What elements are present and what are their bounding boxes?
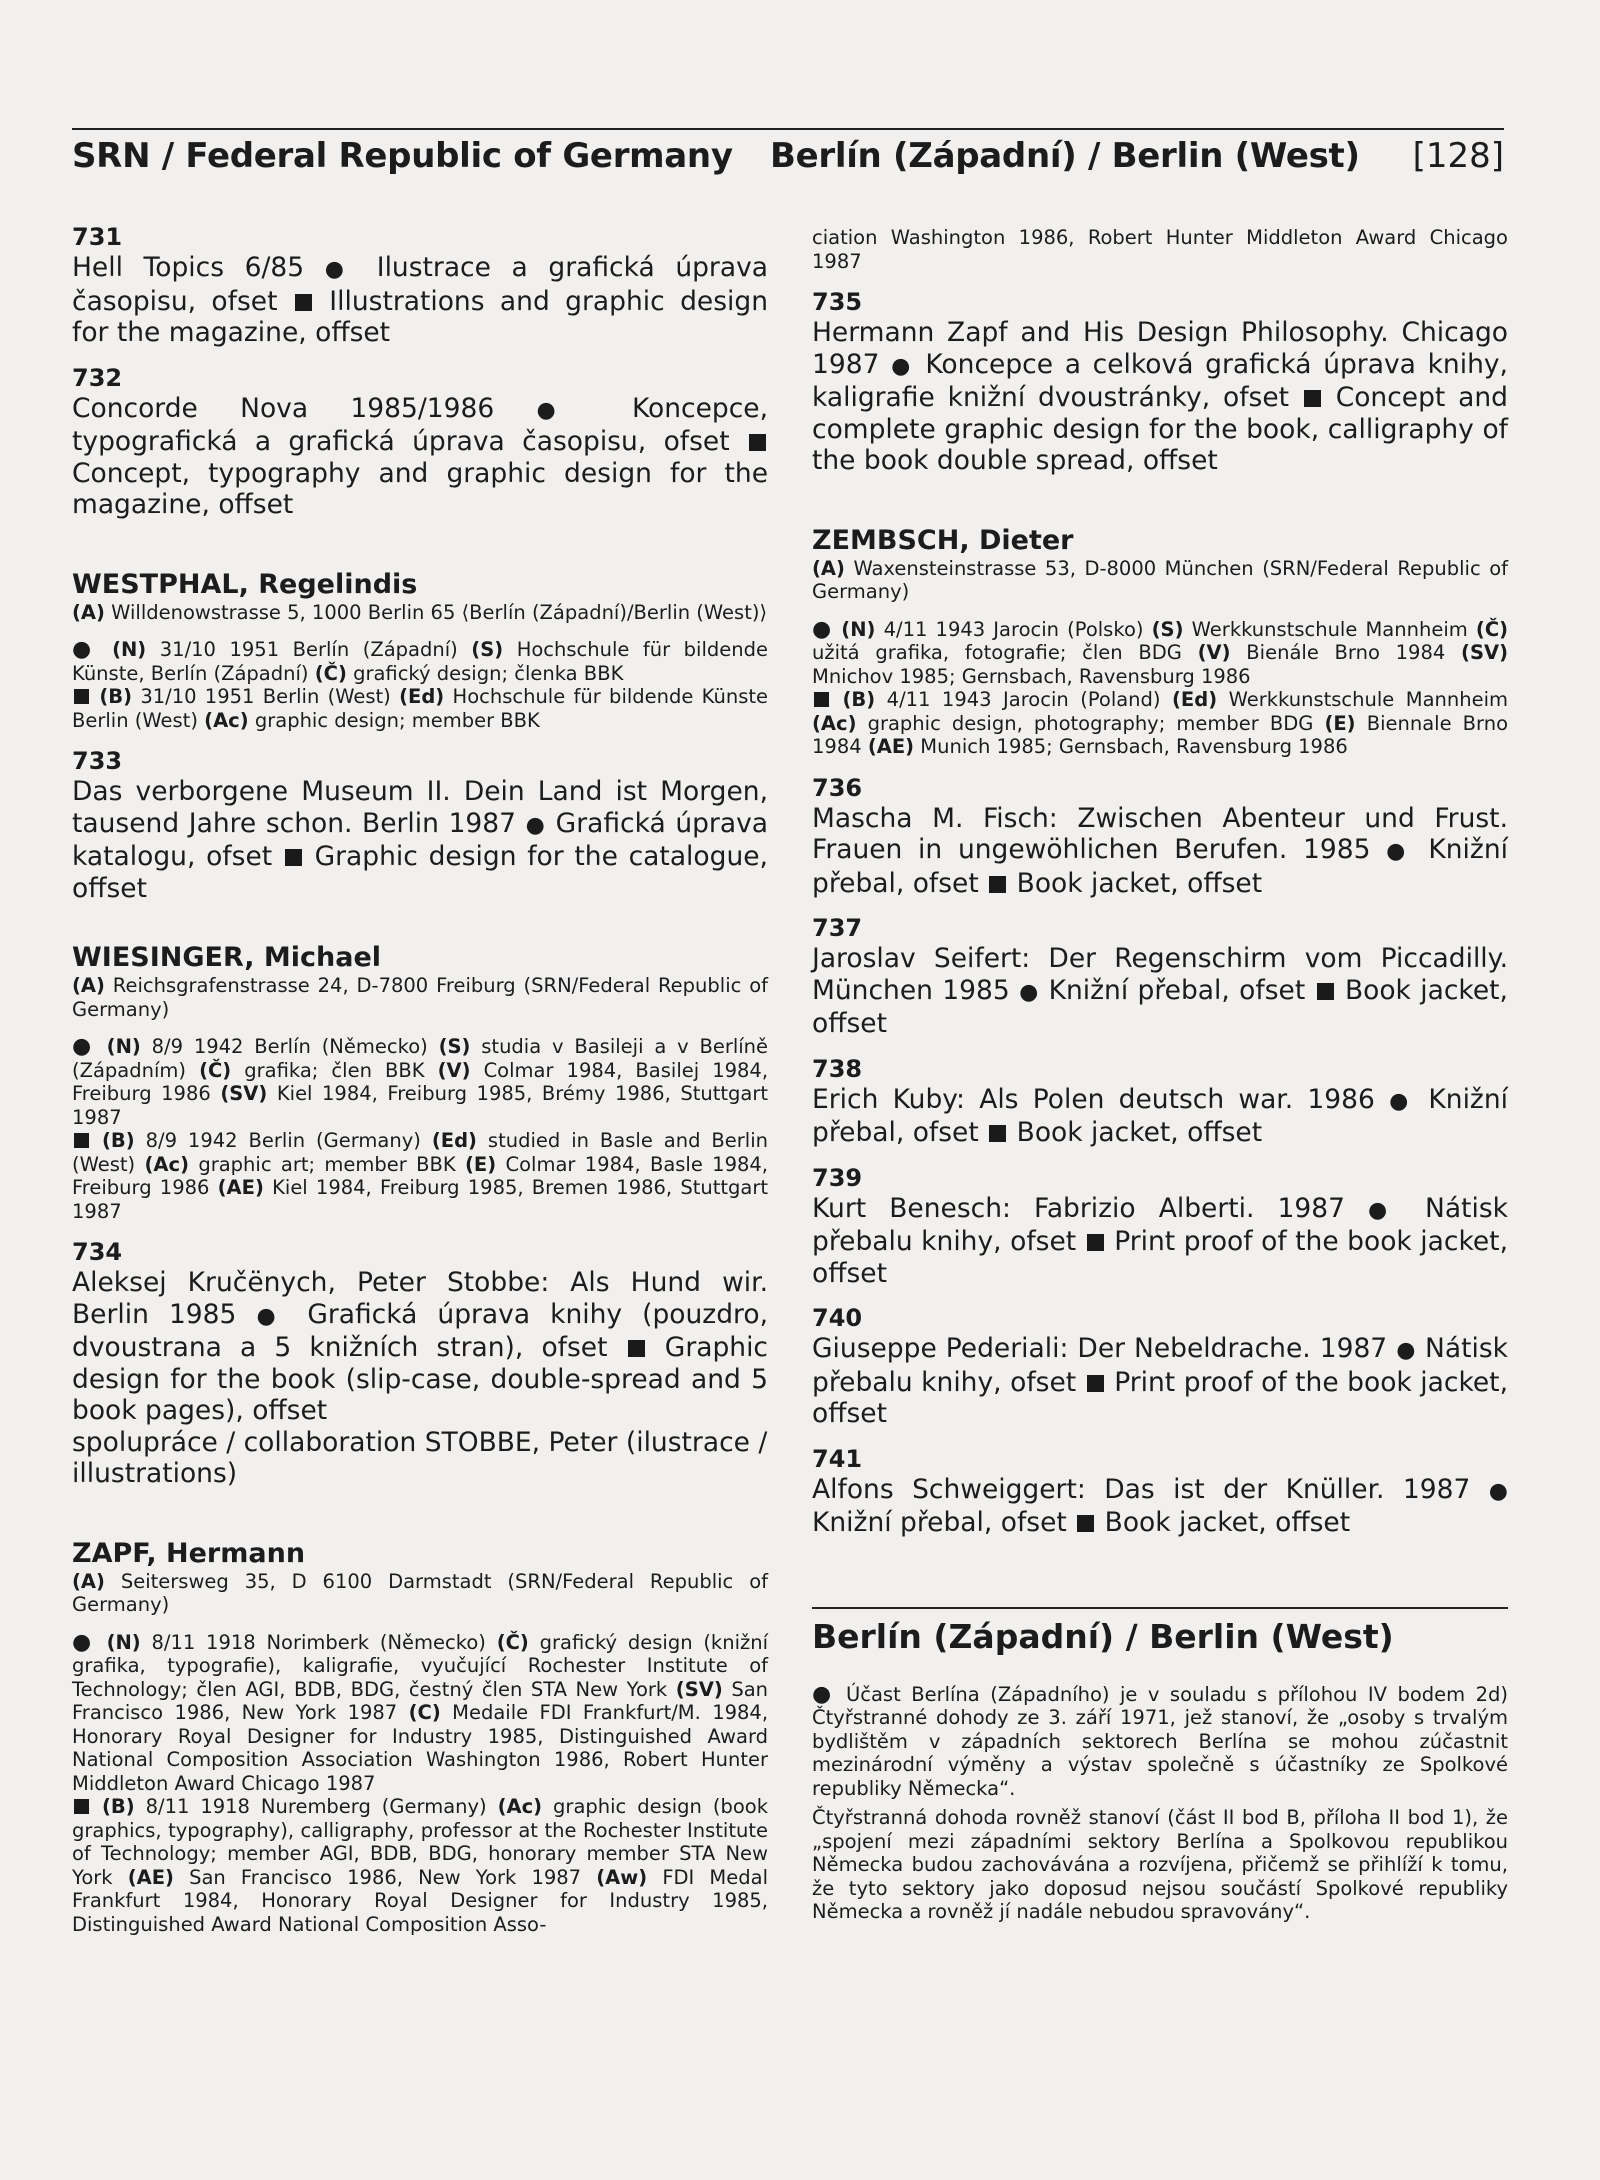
entry-title: Kurt Benesch: Fabrizio Alberti. 1987 — [812, 1192, 1345, 1224]
bullet-icon: ● — [72, 637, 99, 662]
entry-734 — [72, 1237, 768, 1490]
entry-desc-cs: Knižní přebal, ofset — [812, 1507, 1067, 1538]
square-icon — [74, 689, 89, 704]
author-bio-en: (B) 8/11 1918 Nuremberg (Germany) (Ac) graphic design (book graphics, typography), calligraphy, professor at the Rochester Institute of Technology; member AGI, BDB, BDG, honorary member STA New York (AE) San Francisco 1986, New York 1987 (Aw) FDI Medal Frankfurt 1984, Honorary Royal Designer for Industry 1985, Distinguished Award National Composition Asso- — [72, 1795, 768, 1936]
entry-desc-cs: Knižní přebal, ofset — [1048, 974, 1306, 1006]
header-city: Berlín (Západní) / Berlin (West) — [770, 136, 1360, 176]
section-title: Berlín (Západní) / Berlin (West) — [812, 1616, 1394, 1656]
entry-number: 740 — [812, 1304, 863, 1332]
left-column — [72, 222, 768, 1936]
entry-title: Erich Kuby: Als Polen deutsch war. 1986 — [812, 1083, 1375, 1115]
entry-number: 739 — [812, 1163, 863, 1192]
author-bio-en: (B) 4/11 1943 Jarocin (Poland) (Ed) Werkkunstschule Mannheim (Ac) graphic design, photography; member BDG (E) Biennale Brno 1984 (AE) Munich 1985; Gernsbach, Ravensburg 1986 — [812, 688, 1509, 758]
entry-desc-en: Book jacket, offset — [1016, 1117, 1263, 1148]
entry-desc-en: Concept, typography and graphic design for the magazine, offset — [72, 457, 768, 520]
entry-731 — [72, 222, 768, 349]
square-icon — [74, 1133, 89, 1148]
entry-text — [72, 1267, 768, 1427]
page-number: [128] — [1412, 136, 1504, 176]
author-address: (A) Reichsgrafenstrasse 24, D-7800 Freiburg (SRN/Federal Republic of Germany) — [72, 974, 769, 1021]
entry-735 — [812, 287, 1508, 477]
header-country: SRN / Federal Republic of Germany — [72, 136, 733, 176]
section-paragraph-2: Čtyřstranná dohoda rovněž stanoví (část II bod B, příloha II bod 1), že „spojení mezi západními sektory Berlína a Spolkovou republikou Německa budou zachovávána a rozvíjena, přičemž se přihlíží k tomu, že tyto sektory jako doposud nejsou součástí Spolkové republiky Německa a rovněž jí nadále nebudou spravovány“. — [812, 1806, 1508, 1923]
author-zembsch — [812, 525, 1508, 759]
bullet-icon: ● — [1368, 1197, 1402, 1223]
square-icon — [814, 692, 829, 707]
square-icon — [1304, 390, 1321, 407]
entry-title: Alfons Schweiggert: Das ist der Knüller. 1987 — [812, 1473, 1471, 1505]
bullet-icon: ● — [812, 1681, 836, 1707]
entry-desc-en: Book jacket, offset — [812, 974, 1508, 1039]
entry-desc-en: Concept and complete graphic design for the book, calligraphy of the book double spread, offset — [812, 382, 1508, 476]
right-column — [812, 226, 1508, 1924]
author-bio-cs: ● (N) 31/10 1951 Berlín (Západní) (S) Hochschule für bildende Künste, Berlín (Západní) (Č) grafický design; členka BBK — [72, 637, 768, 685]
entry-text — [812, 317, 1508, 477]
entry-740 — [812, 1303, 1508, 1430]
entry-text — [812, 1474, 1508, 1539]
entry-732 — [72, 363, 768, 521]
entry-desc-en: Print proof of the book jacket, offset — [812, 1226, 1508, 1289]
entry-desc-en: Graphic design for the book (slip-case, double-spread and 5 book pages), offset — [72, 1332, 768, 1426]
bullet-icon: ● — [256, 1303, 288, 1329]
author-wiesinger — [72, 942, 768, 1223]
square-icon — [1087, 1234, 1104, 1251]
entry-text — [812, 1193, 1508, 1290]
square-icon — [989, 1125, 1006, 1142]
entry-desc-en: Book jacket, offset — [1016, 867, 1263, 899]
entry-text — [812, 1084, 1508, 1149]
entry-desc-cs: Knižní přebal, ofset — [812, 834, 1508, 899]
square-icon — [1087, 1375, 1104, 1392]
section-paragraph-1: ● Účast Berlína (Západního) je v souladu s přílohou IV bodem 2d) Čtyřstranné dohody ze 3. září 1971, jež stanoví, že „osoby s trvalým bydlištěm v západních sektorech Berlína se mohou zúčastnit mezinárodní výměny a výstav společně s účastníky ze Spolkové republiky Německa“. — [812, 1681, 1508, 1800]
square-icon — [295, 294, 312, 311]
bullet-icon: ● — [1389, 1088, 1415, 1114]
entry-title: Giuseppe Pederiali: Der Nebeldrache. 1987 — [812, 1333, 1388, 1364]
author-westphal — [72, 569, 768, 733]
entry-title: Mascha M. Fisch: Zwischen Abenteur und Frust. Frauen in ungewöhlichen Berufen. 1985 — [812, 802, 1508, 865]
square-icon — [1317, 983, 1334, 1000]
entry-number: 734 — [72, 1238, 123, 1266]
bullet-icon: ● — [324, 257, 357, 282]
square-icon — [74, 1799, 89, 1814]
entry-739 — [812, 1163, 1508, 1290]
bullet-icon: ● — [72, 1629, 96, 1655]
entry-desc-en: Illustrations and graphic design for the magazine, offset — [72, 285, 768, 348]
author-name: ZEMBSCH, Dieter — [812, 524, 1074, 556]
entry-number: 735 — [812, 288, 863, 316]
bullet-icon: ● — [1488, 1478, 1508, 1504]
entry-text — [812, 943, 1508, 1040]
entry-number: 732 — [72, 363, 123, 392]
entry-desc-cs: Ilustrace a grafická úprava časopisu, ofset — [72, 252, 768, 317]
author-address: (A) Waxensteinstrasse 53, D-8000 München (SRN/Federal Republic of Germany) — [812, 556, 1508, 603]
entry-desc-cs: Koncepce, typografická a grafická úprava časopisu, ofset — [72, 392, 768, 457]
author-address: (A) Seitersweg 35, D 6100 Darmstadt (SRN/Federal Republic of Germany) — [72, 1569, 768, 1616]
entry-title: Hell Topics 6/85 — [72, 252, 305, 283]
entry-number: 737 — [812, 914, 863, 942]
entry-desc-en: Print proof of the book jacket, offset — [812, 1366, 1508, 1429]
square-icon — [1077, 1515, 1094, 1532]
entry-text — [72, 252, 768, 349]
berlin-west-section — [812, 1607, 1508, 1924]
author-bio-cs: ● (N) 8/9 1942 Berlín (Německo) (S) studia v Basileji a v Berlíně (Západním) (Č) grafika; člen BBK (V) Colmar 1984, Basilej 1984, Freiburg 1986 (SV) Kiel 1984, Freiburg 1985, Brémy 1986, Stuttgart 1987 — [72, 1034, 769, 1129]
entry-title: Jaroslav Seifert: Der Regenschirm vom Piccadilly. München 1985 — [812, 943, 1508, 1006]
entry-desc-cs: Koncepce a celková grafická úprava knihy, kaligrafie knižní dvoustránky, ofset — [812, 348, 1508, 413]
entry-title: Das verborgene Museum II. Dein Land ist Morgen, tausend Jahre schon. Berlin 1987 — [72, 776, 768, 839]
bullet-icon: ● — [891, 353, 914, 379]
author-zapf — [72, 1538, 768, 1937]
author-name: ZAPF, Hermann — [72, 1537, 306, 1569]
entry-desc-en: Graphic design for the catalogue, offset — [72, 841, 768, 904]
entry-number: 741 — [812, 1444, 863, 1473]
bullet-icon: ● — [536, 397, 590, 423]
entry-737 — [812, 913, 1508, 1040]
entry-note: spolupráce / collaboration STOBBE, Peter (ilustrace / illustrations) — [72, 1426, 768, 1489]
entry-number: 733 — [72, 747, 123, 775]
author-bio-en: (B) 31/10 1951 Berlin (West) (Ed) Hochschule für bildende Künste Berlin (West) (Ac) graphic design; member BBK — [72, 685, 769, 732]
page-header — [72, 128, 1504, 180]
entry-desc-cs: Knižní přebal, ofset — [812, 1083, 1508, 1148]
square-icon — [749, 434, 766, 451]
author-name: WIESINGER, Michael — [72, 942, 382, 973]
entry-text — [812, 803, 1508, 900]
entry-736 — [812, 773, 1508, 900]
square-icon — [285, 849, 302, 866]
entry-741 — [812, 1444, 1508, 1539]
square-icon — [628, 1340, 645, 1357]
bullet-icon: ● — [1019, 979, 1040, 1005]
author-bio-cs: ● (N) 4/11 1943 Jarocin (Polsko) (S) Werkkunstschule Mannheim (Č) užitá grafika, fotografie; člen BDG (V) Bienále Brno 1984 (SV) Mnichov 1985; Gernsbach, Ravensburg 1986 — [812, 616, 1509, 688]
author-name: WESTPHAL, Regelindis — [72, 568, 418, 600]
entry-text — [72, 393, 768, 521]
entry-text — [72, 776, 768, 904]
bullet-icon: ● — [72, 1034, 96, 1059]
entry-desc-cs: Grafická úprava katalogu, ofset — [72, 807, 768, 872]
continued-text: ciation Washington 1986, Robert Hunter Middleton Award Chicago 1987 — [812, 226, 1508, 273]
entry-title: Aleksej Kručënych, Peter Stobbe: Als Hund wir. Berlin 1985 — [72, 1267, 768, 1330]
entry-738 — [812, 1054, 1508, 1149]
entry-title: Concorde Nova 1985/1986 — [72, 392, 495, 424]
author-bio-en: (B) 8/9 1942 Berlin (Germany) (Ed) studied in Basle and Berlin (West) (Ac) graphic art; member BBK (E) Colmar 1984, Basle 1984, Freiburg 1986 (AE) Kiel 1984, Freiburg 1985, Bremen 1986, Stuttgart 1987 — [72, 1129, 769, 1223]
author-bio-cs: ● (N) 8/11 1918 Norimberk (Německo) (Č) grafický design (knižní grafika, typografie), kaligrafie, vyučující Rochester Institute of Technology; člen AGI, BDB, BDG, čestný člen STA New York (SV) San Francisco 1986, New York 1987 (C) Medaile FDI Frankfurt/M. 1984, Honorary Royal Designer for Industry 1985, Distinguished Award National Composition Association Washington 1986, Robert Hunter Middleton Award Chicago 1987 — [72, 1629, 769, 1795]
entry-desc-en: Book jacket, offset — [1104, 1507, 1351, 1538]
entry-number: 731 — [72, 223, 123, 251]
entry-desc-cs: Nátisk přebalu knihy, ofset — [812, 1333, 1508, 1398]
bullet-icon: ● — [812, 616, 834, 642]
entry-733 — [72, 746, 768, 904]
entry-desc-cs: Nátisk přebalu knihy, ofset — [812, 1192, 1508, 1257]
author-address: (A) Willdenowstrasse 5, 1000 Berlin 65 ⟨Berlín (Západní)/Berlin (West)⟩ — [72, 600, 768, 624]
entry-desc-cs: Grafická úprava knihy (pouzdro, dvoustrana a 5 knižních stran), ofset — [72, 1298, 768, 1363]
entry-number: 736 — [812, 773, 863, 802]
square-icon — [989, 876, 1006, 893]
entry-title: Hermann Zapf and His Design Philosophy. Chicago 1987 — [812, 317, 1508, 380]
bullet-icon: ● — [525, 812, 547, 838]
bullet-icon: ● — [1396, 1338, 1416, 1363]
entry-text — [812, 1333, 1508, 1430]
entry-number: 738 — [812, 1054, 863, 1083]
bullet-icon: ● — [1386, 839, 1413, 864]
